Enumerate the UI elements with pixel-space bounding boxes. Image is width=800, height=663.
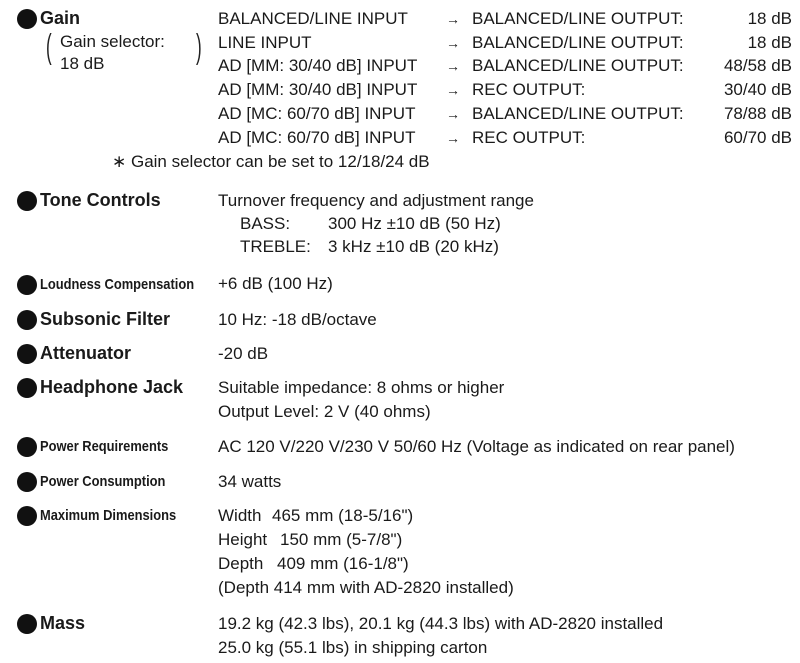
gain-row-input: AD [MC: 60/70 dB] INPUT [218,128,416,147]
headphone-label: Headphone Jack [40,377,184,397]
headphone-output-level: Output Level: 2 V (40 ohms) [218,402,431,421]
right-arrow-icon: → [446,35,460,51]
gain-note: ∗ Gain selector can be set to 12/18/24 dB [112,152,430,171]
power-cons-label: Power Consumption [40,473,166,490]
gain-row-output: BALANCED/LINE OUTPUT: [472,104,684,123]
gain-row-value: 78/88 dB [723,104,792,123]
depth-note: (Depth 414 mm with AD-2820 installed) [218,578,514,597]
gain-bullet-icon [17,9,37,29]
attenuator-value: -20 dB [218,344,269,363]
gain-row-value: 30/40 dB [723,80,792,99]
width-label: Width [218,506,262,525]
gain-row-output: REC OUTPUT: [472,128,586,147]
subsonic-label: Subsonic Filter [40,309,171,329]
gain-label: Gain [40,8,81,28]
right-arrow-icon: → [446,106,460,122]
attenuator-label: Attenuator [40,343,131,363]
tone-description: Turnover frequency and adjustment range [218,191,534,210]
gain-row-input: AD [MM: 30/40 dB] INPUT [218,80,418,99]
headphone-bullet-icon [17,378,37,398]
gain-row-input: BALANCED/LINE INPUT [218,9,408,28]
width-value: 465 mm (18-5/16") [272,506,414,525]
gain-row-value: 48/58 dB [723,56,792,75]
gain-row-value: 18 dB [747,33,792,52]
loudness-label: Loudness Compensation [40,276,195,293]
close-paren-icon: ) [196,28,202,66]
loudness-value: +6 dB (100 Hz) [218,274,333,293]
depth-label: Depth [218,554,264,573]
headphone-impedance: Suitable impedance: 8 ohms or higher [218,378,505,397]
subsonic-bullet-icon [17,310,37,330]
subsonic-value: 10 Hz: -18 dB/octave [218,310,377,329]
bass-value: 300 Hz ±10 dB (50 Hz) [328,214,501,233]
power-req-bullet-icon [17,437,37,457]
gain-row-value: 60/70 dB [723,128,792,147]
gain-row-output: BALANCED/LINE OUTPUT: [472,56,684,75]
right-arrow-icon: → [446,11,460,27]
mass-bullet-icon [17,614,37,634]
dimensions-label: Maximum Dimensions [40,507,177,524]
attenuator-bullet-icon [17,344,37,364]
gain-selector-line2: 18 dB [60,54,105,73]
gain-row-output: BALANCED/LINE OUTPUT: [472,9,684,28]
treble-label: TREBLE: [240,237,311,256]
mass-shipping: 25.0 kg (55.1 lbs) in shipping carton [218,638,488,657]
height-value: 150 mm (5-7/8") [280,530,403,549]
tone-label: Tone Controls [40,190,161,210]
gain-row-output: BALANCED/LINE OUTPUT: [472,33,684,52]
treble-value: 3 kHz ±10 dB (20 kHz) [328,237,499,256]
power-cons-value: 34 watts [218,472,282,491]
gain-selector-line1: Gain selector: [60,32,165,51]
bass-label: BASS: [240,214,291,233]
power-req-label: Power Requirements [40,438,169,455]
power-cons-bullet-icon [17,472,37,492]
gain-row-input: LINE INPUT [218,33,312,52]
gain-row-input: AD [MM: 30/40 dB] INPUT [218,56,418,75]
gain-row-output: REC OUTPUT: [472,80,586,99]
gain-row-value: 18 dB [747,9,792,28]
right-arrow-icon: → [446,130,460,146]
dimensions-bullet-icon [17,506,37,526]
gain-row-input: AD [MC: 60/70 dB] INPUT [218,104,416,123]
open-paren-icon: ( [46,28,52,66]
mass-label: Mass [40,613,86,633]
tone-bullet-icon [17,191,37,211]
power-req-value: AC 120 V/220 V/230 V 50/60 Hz (Voltage as indicated on rear panel) [218,437,735,456]
mass-value: 19.2 kg (42.3 lbs), 20.1 kg (44.3 lbs) with AD-2820 installed [218,614,664,633]
right-arrow-icon: → [446,82,460,98]
loudness-bullet-icon [17,275,37,295]
height-label: Height [218,530,268,549]
depth-value: 409 mm (16-1/8") [277,554,409,573]
right-arrow-icon: → [446,58,460,74]
